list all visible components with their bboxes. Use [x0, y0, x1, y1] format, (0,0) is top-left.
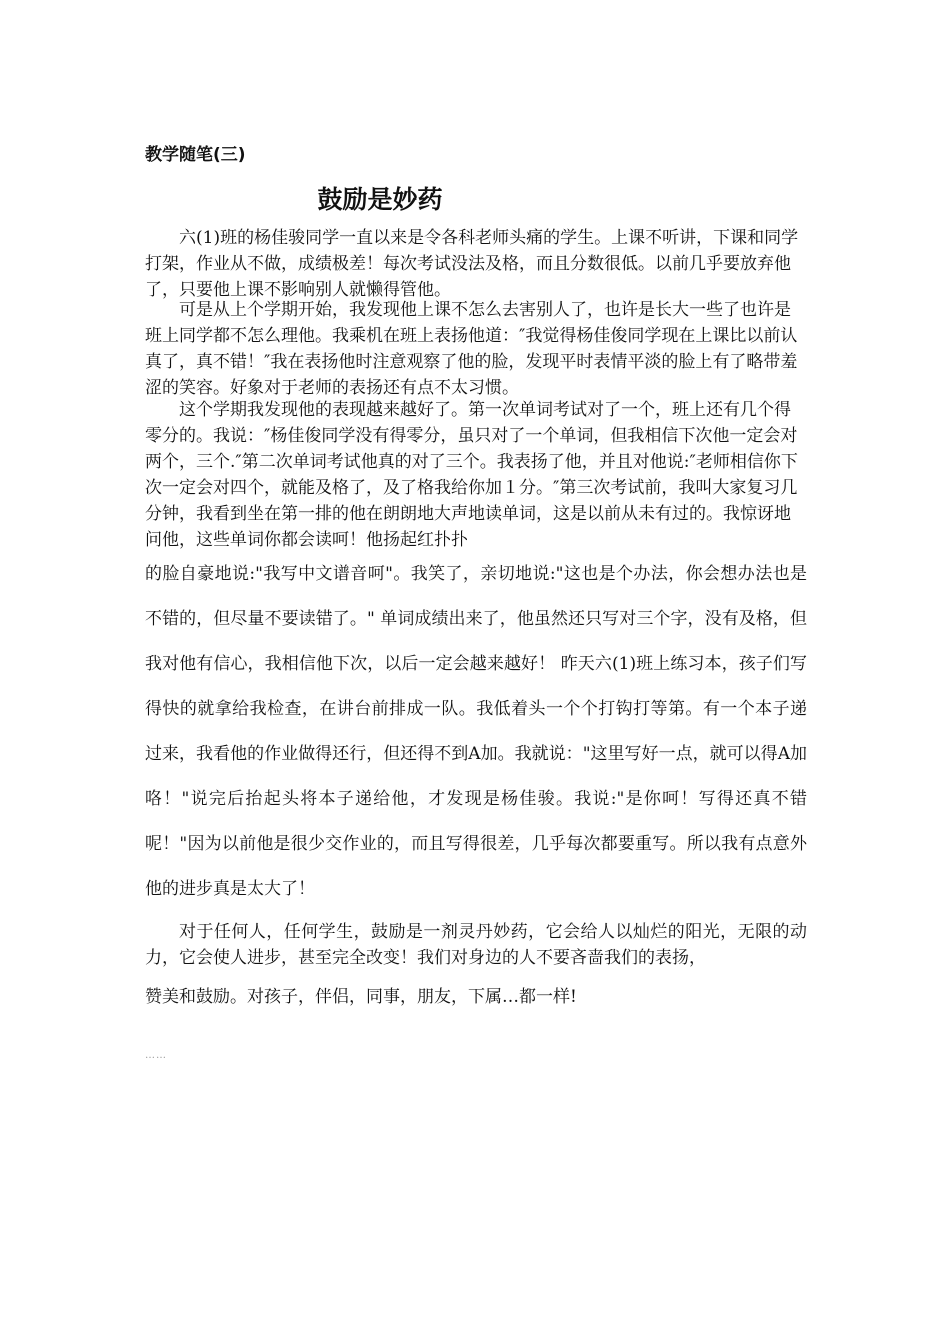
- paragraph-4: 对于任何人，任何学生，鼓励是一剂灵丹妙药，它会给人以灿烂的阳光，无限的动力，它会使人进步，甚至完全改变！我们对身边的人不要吝啬我们的表扬，: [145, 922, 807, 968]
- paragraph-1: 六(1)班的杨佳骏同学一直以来是令各科老师头痛的学生。上课不听讲，下课和同学打架，作业从不做，成绩极差！每次考试没法及格，而且分数很低。以前几乎要放弃他了，只要他上课不影响别人就懒得管他。: [145, 228, 799, 300]
- paragraph-3-continuation: 的脸自豪地说:"我写中文谱音呵"。我笑了，亲切地说:"这也是个办法，你会想办法也是不错的，但尽量不要读错了。" 单词成绩出来了，他虽然还只写对三个字，没有及格，但我对他有信心，我相信他下次，以后一定会越来越好！ 昨天六(1)班上练习本，孩子们写得快的就拿给我检查，在讲台前排成一队。我低着头一个个打钩打等第。有一个本子递过来，我看他的作业做得还行，但还得不到A加。我就说："这里写好一点，就可以得A加咯！"说完后抬起头将本子递给他，才发现是杨佳骏。我说:"是你呵！写得还真不错呢！"因为以前他是很少交作业的，而且写得很差，几乎每次都要重写。所以我有点意外他的进步真是太大了！: [145, 564, 807, 899]
- paragraph-3: 这个学期我发现他的表现越来越好了。第一次单词考试对了一个，班上还有几个得零分的。我说：″杨佳俊同学没有得零分，虽只对了一个单词，但我相信下次他一定会对两个，三个.″第二次单词考试他真的对了三个。我表扬了他，并且对他说:″老师相信你下次一定会对四个，就能及格了，及了格我给你加１分。″第三次考试前，我叫大家复习几分钟，我看到坐在第一排的他在朗朗地大声地读单词，这是以前从未有过的。我惊讶地问他，这些单词你都会读呵！他扬起红扑扑: [145, 400, 798, 550]
- paragraph-2: 可是从上个学期开始，我发现他上课不怎么去害别人了，也许是长大一些了也许是班上同学都不怎么理他。我乘机在班上表扬他道：″我觉得杨佳俊同学现在上课比以前认真了，真不错！″我在表扬他时注意观察了他的脸，发现平时表情平淡的脸上有了略带羞涩的笑容。好象对于老师的表扬还有点不太习惯。: [145, 300, 798, 398]
- paragraph-4-tail: 赞美和鼓励。对孩子，伴侣，同事，朋友，下属…都一样!: [145, 987, 577, 1007]
- document-header-label: 教学随笔(三): [145, 145, 246, 165]
- ellipsis-marker: ……: [145, 1050, 167, 1061]
- document-title: 鼓励是妙药: [317, 185, 443, 214]
